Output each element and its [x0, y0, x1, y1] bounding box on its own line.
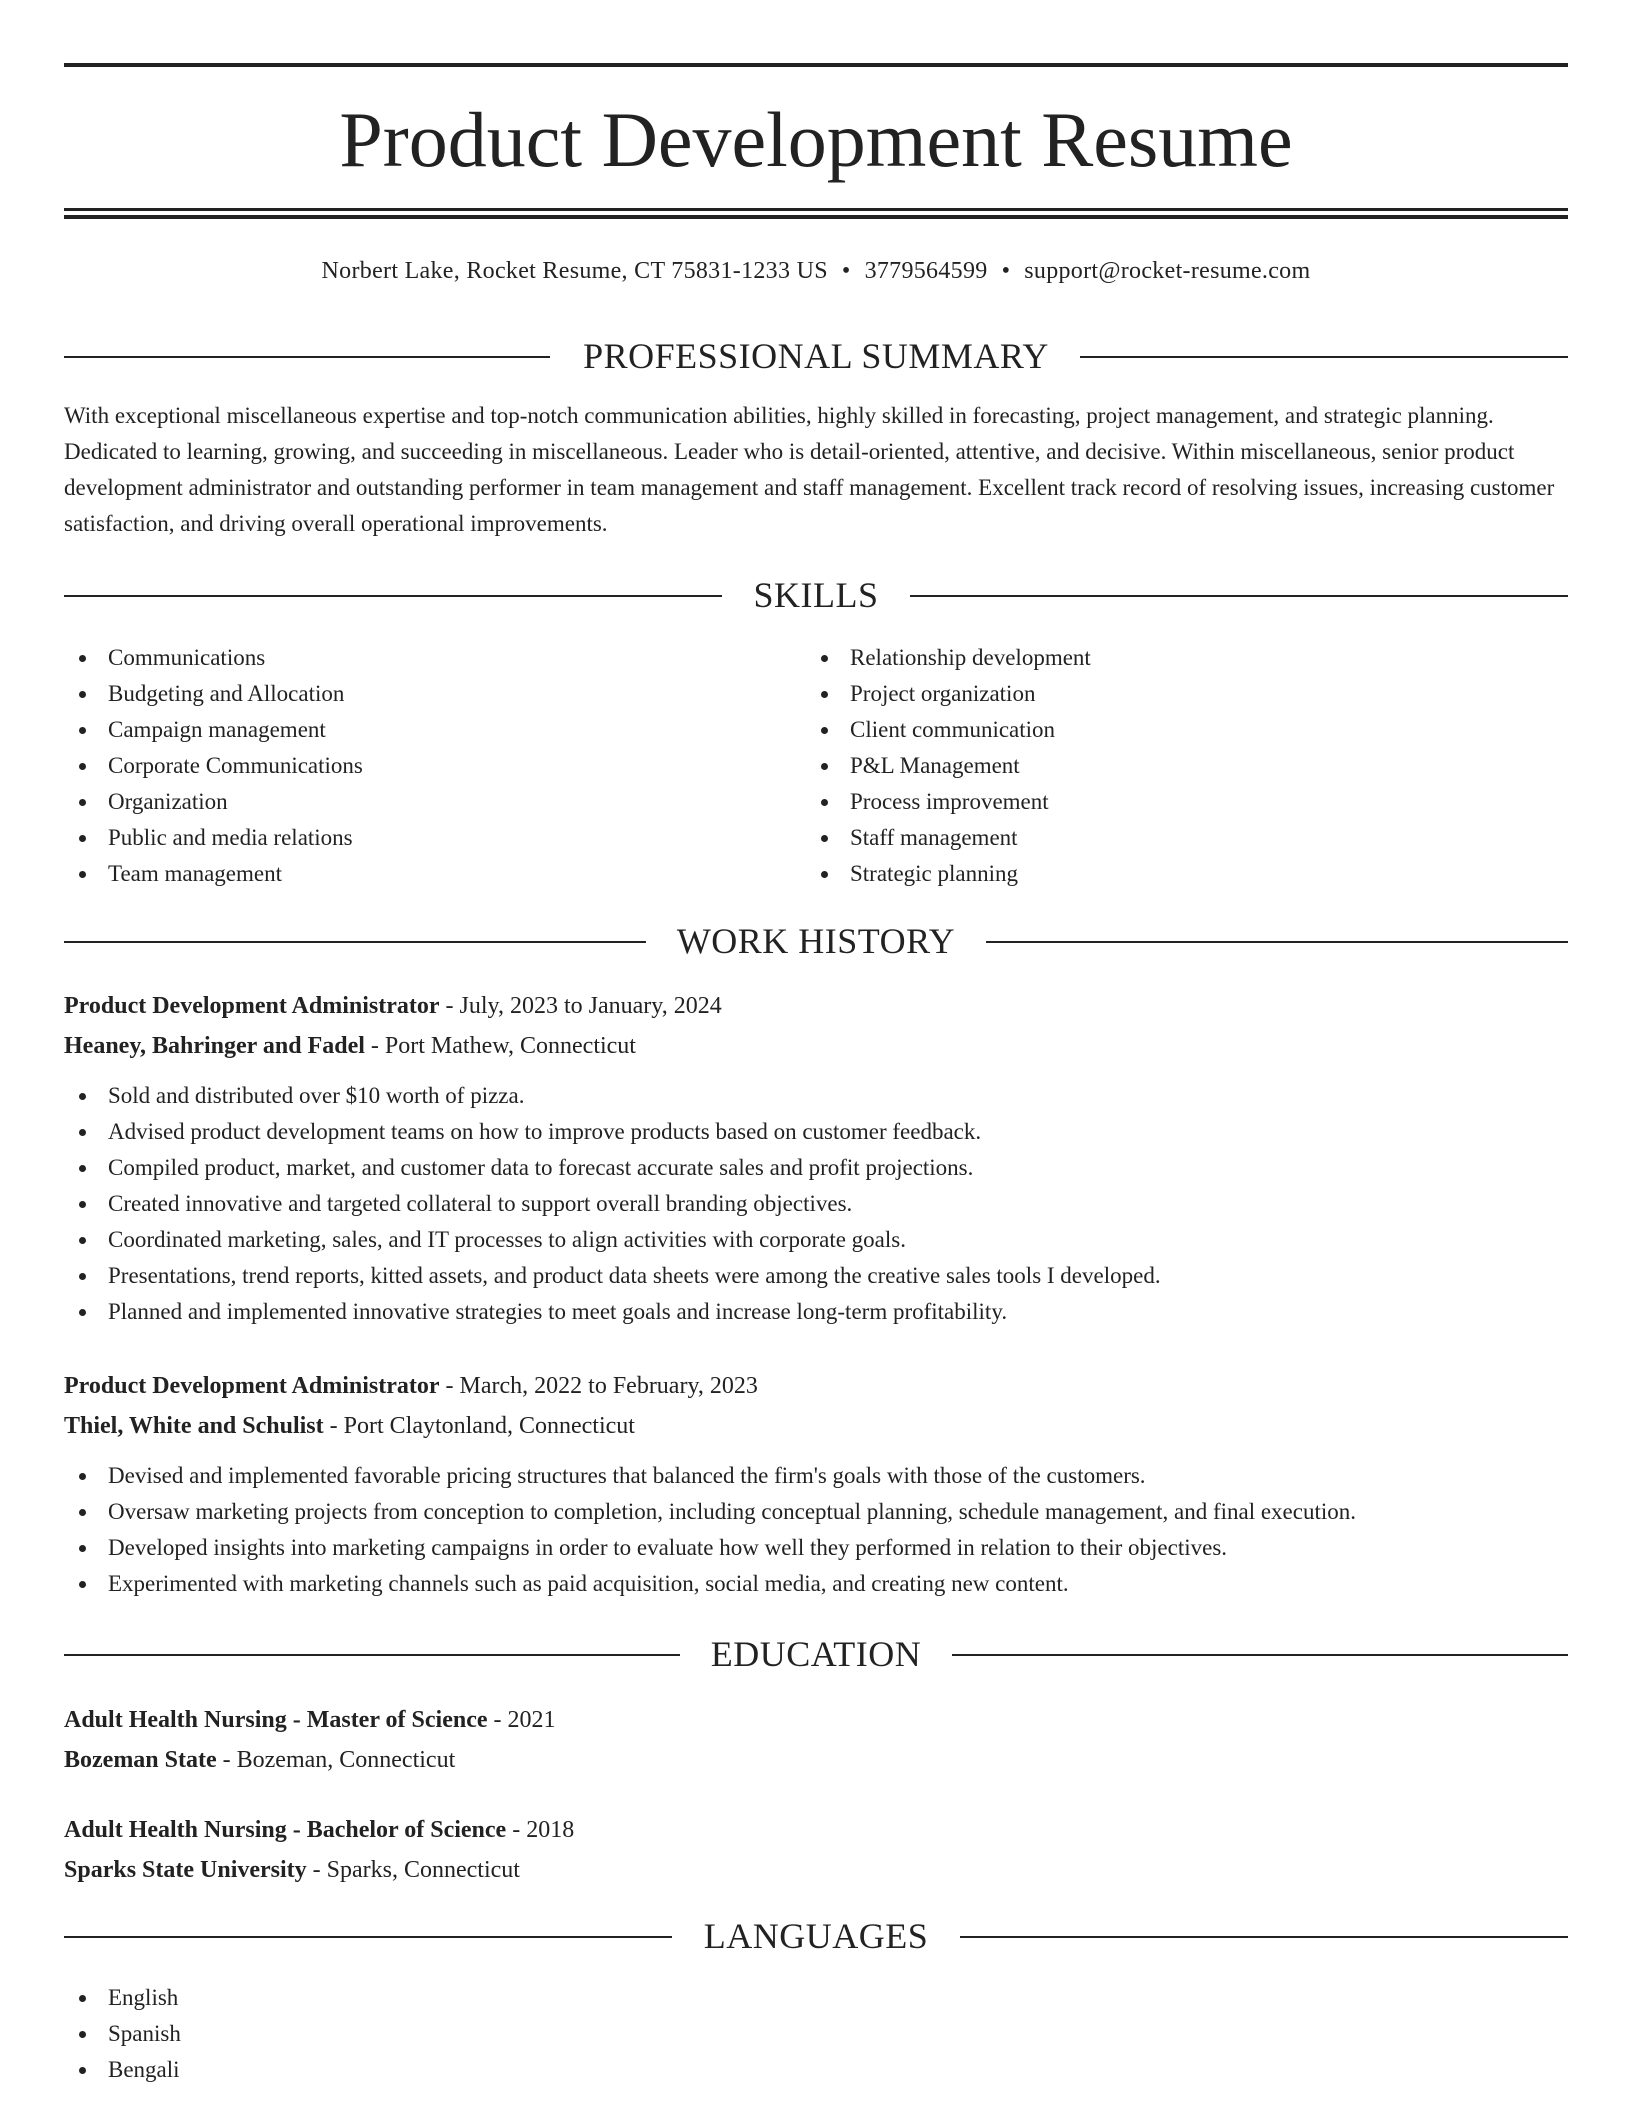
- skill-item: Process improvement: [806, 784, 1566, 820]
- skill-item: Relationship development: [806, 640, 1566, 676]
- contact-address: Norbert Lake, Rocket Resume, CT 75831-1233 US: [321, 258, 828, 284]
- contact-separator: •: [841, 258, 851, 284]
- job-location: - Port Claytonland, Connecticut: [323, 1413, 635, 1439]
- job-company: Thiel, White and Schulist: [64, 1413, 324, 1439]
- skill-item: Project organization: [806, 676, 1566, 712]
- section-header-languages: [64, 1916, 1568, 1956]
- job-bullets: [64, 1458, 1568, 1602]
- top-rule: [64, 63, 1568, 67]
- summary-text: With exceptional miscellaneous expertise and top-notch communication abilities, highly skilled in forecasting, project management, and strategic planning. Dedicated to learning, growing, and succeeding in miscellaneous. Leader who is detail-oriented, attentive, and decisive. Within miscellaneous, senior product development administrator and outstanding performer in team management and staff management. Excellent track record of resolving issues, increasing customer satisfaction, and driving overall operational improvements.: [64, 403, 1555, 536]
- skill-item: Strategic planning: [806, 856, 1566, 892]
- language-item: Bengali: [64, 2052, 664, 2088]
- section-header-summary: [64, 336, 1568, 376]
- section-title-education: EDUCATION: [710, 1634, 922, 1674]
- section-header-work: [64, 921, 1568, 961]
- section-header-skills: [64, 575, 1568, 615]
- job-bullet: Coordinated marketing, sales, and IT processes to align activities with corporate goals.: [64, 1222, 1568, 1258]
- job-entry: [64, 986, 1568, 1330]
- section-header-education: [64, 1634, 1568, 1674]
- contact-phone: 3779564599: [864, 258, 988, 284]
- job-bullets: [64, 1078, 1568, 1330]
- section-title-work: WORK HISTORY: [676, 921, 956, 961]
- job-location: - Port Mathew, Connecticut: [364, 1033, 636, 1059]
- job-bullet: Created innovative and targeted collateral to support overall branding objectives.: [64, 1186, 1568, 1222]
- section-title-skills: SKILLS: [753, 575, 879, 615]
- job-dates: - March, 2022 to February, 2023: [439, 1373, 758, 1399]
- education-entry: [64, 1700, 1568, 1780]
- job-role: Product Development Administrator: [64, 1373, 440, 1399]
- job-company-line: [64, 1026, 1568, 1066]
- education-degree: Adult Health Nursing - Bachelor of Science: [64, 1817, 507, 1843]
- page-title: Product Development Resume: [339, 96, 1293, 183]
- education-location: - Sparks, Connecticut: [306, 1857, 520, 1883]
- section-title-languages: LANGUAGES: [703, 1916, 929, 1956]
- skills-list-right: [806, 640, 1566, 892]
- contact-separator: •: [1001, 258, 1011, 284]
- section-title-summary: PROFESSIONAL SUMMARY: [583, 336, 1049, 376]
- education-degree: Adult Health Nursing - Master of Science: [64, 1707, 488, 1733]
- job-bullet: Sold and distributed over $10 worth of pizza.: [64, 1078, 1568, 1114]
- skill-item: Budgeting and Allocation: [64, 676, 804, 712]
- job-title-line: [64, 1366, 1568, 1406]
- job-bullet: Compiled product, market, and customer data to forecast accurate sales and profit projections.: [64, 1150, 1568, 1186]
- job-entry: [64, 1366, 1568, 1602]
- job-bullet: Developed insights into marketing campaigns in order to evaluate how well they performed in relation to their objectives.: [64, 1530, 1568, 1566]
- skill-item: P&L Management: [806, 748, 1566, 784]
- language-item: Spanish: [64, 2016, 664, 2052]
- section-rule: [960, 1936, 1568, 1938]
- education-degree-line: [64, 1700, 1568, 1740]
- skill-item: Team management: [64, 856, 804, 892]
- contact-line: [64, 254, 1568, 288]
- job-title-line: [64, 986, 1568, 1026]
- languages-list: [64, 1980, 664, 2088]
- job-bullet: Experimented with marketing channels such as paid acquisition, social media, and creating new content.: [64, 1566, 1568, 1602]
- section-rule: [910, 595, 1568, 597]
- job-dates: - July, 2023 to January, 2024: [439, 993, 722, 1019]
- skill-item: Campaign management: [64, 712, 804, 748]
- education-year: - 2018: [506, 1817, 575, 1843]
- job-bullet: Planned and implemented innovative strategies to meet goals and increase long-term profitability.: [64, 1294, 1568, 1330]
- skill-item: Public and media relations: [64, 820, 804, 856]
- job-bullet: Devised and implemented favorable pricing structures that balanced the firm's goals with those of the customers.: [64, 1458, 1568, 1494]
- skill-item: Communications: [64, 640, 804, 676]
- education-location: - Bozeman, Connecticut: [216, 1747, 456, 1773]
- title-double-rule: [64, 208, 1568, 219]
- section-rule: [952, 1654, 1568, 1656]
- job-bullet: Advised product development teams on how to improve products based on customer feedback.: [64, 1114, 1568, 1150]
- skills-list-left: [64, 640, 804, 892]
- skill-item: Client communication: [806, 712, 1566, 748]
- section-rule: [1080, 356, 1568, 358]
- education-school-line: [64, 1740, 1568, 1780]
- education-school-line: [64, 1850, 1568, 1890]
- education-school: Sparks State University: [64, 1857, 307, 1883]
- language-item: English: [64, 1980, 664, 2016]
- education-degree-line: [64, 1810, 1568, 1850]
- education-year: - 2021: [487, 1707, 556, 1733]
- education-school: Bozeman State: [64, 1747, 217, 1773]
- contact-email: support@rocket-resume.com: [1024, 258, 1311, 284]
- skill-item: Staff management: [806, 820, 1566, 856]
- section-rule: [986, 941, 1568, 943]
- skill-item: Corporate Communications: [64, 748, 804, 784]
- job-bullet: Presentations, trend reports, kitted assets, and product data sheets were among the creative sales tools I developed.: [64, 1258, 1568, 1294]
- job-company: Heaney, Bahringer and Fadel: [64, 1033, 365, 1059]
- education-entry: [64, 1810, 1568, 1890]
- job-bullet: Oversaw marketing projects from conception to completion, including conceptual planning, schedule management, and final execution.: [64, 1494, 1568, 1530]
- job-role: Product Development Administrator: [64, 993, 440, 1019]
- job-company-line: [64, 1406, 1568, 1446]
- skill-item: Organization: [64, 784, 804, 820]
